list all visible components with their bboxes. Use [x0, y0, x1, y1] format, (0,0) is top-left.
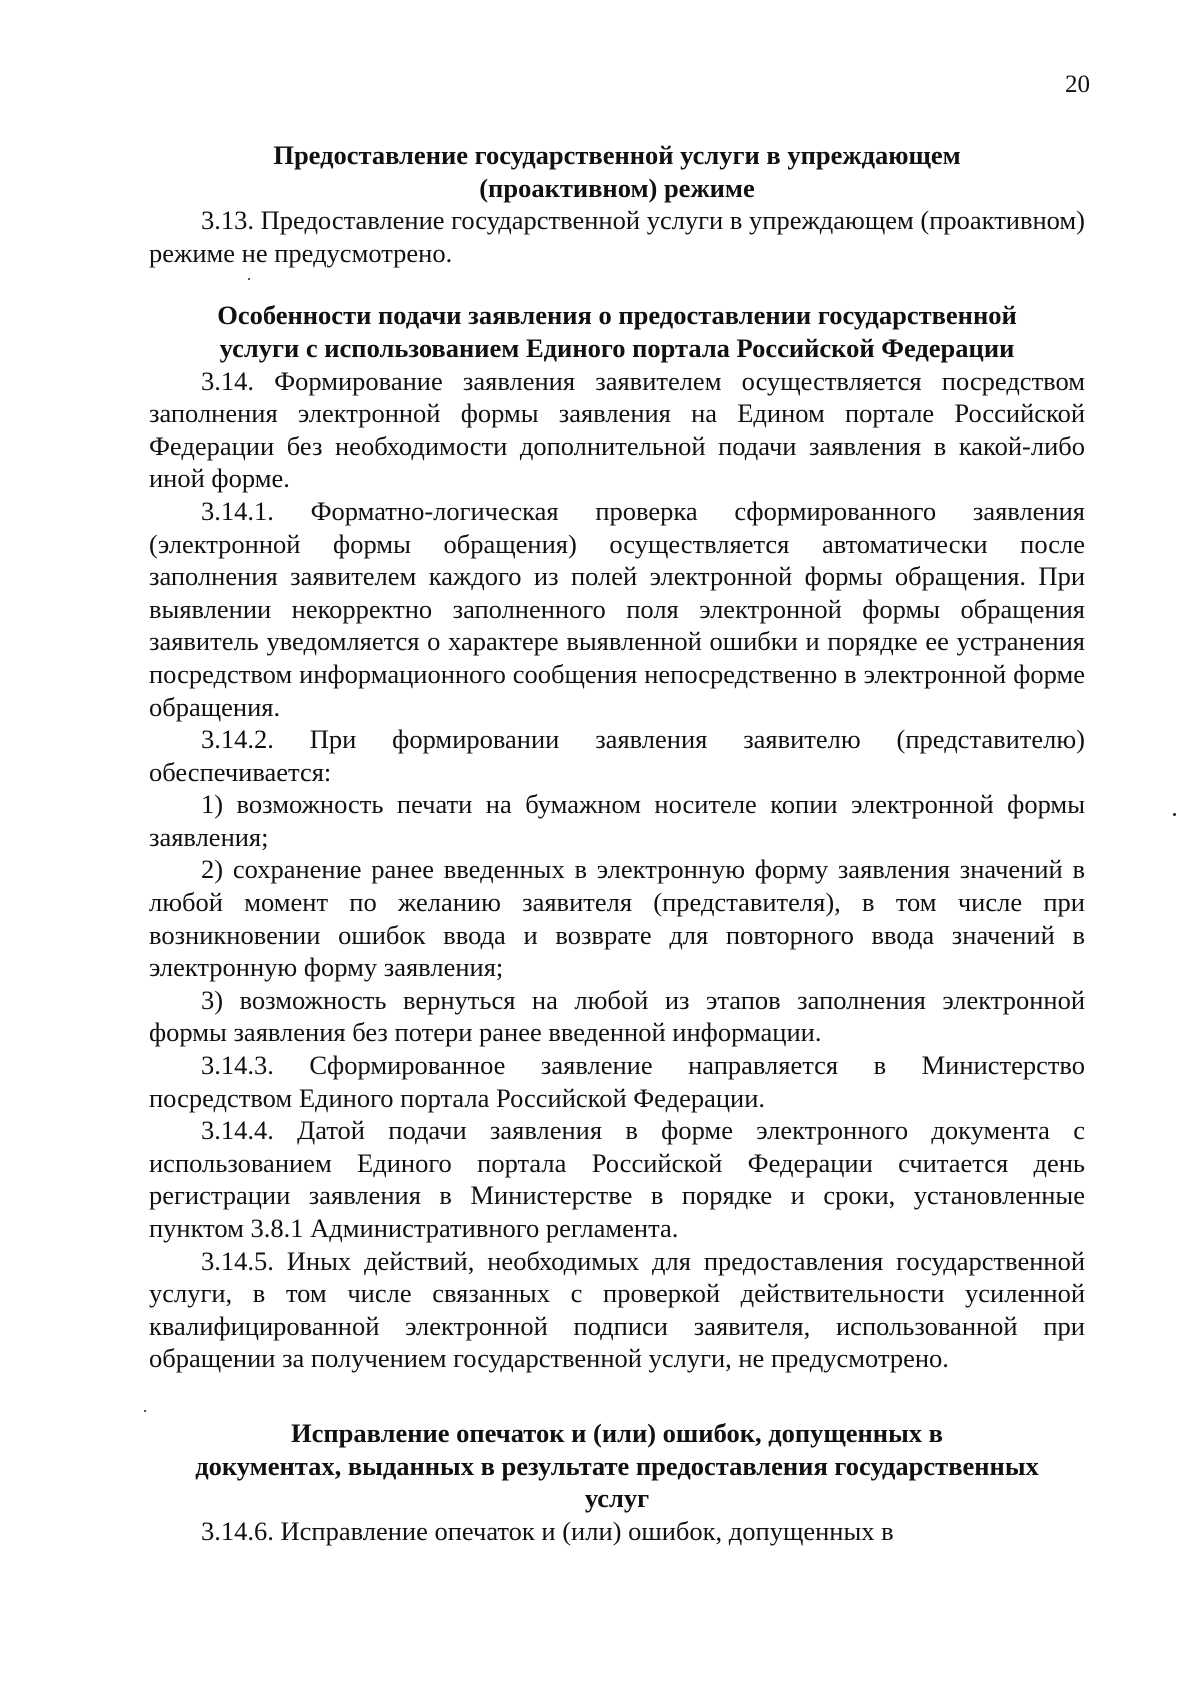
paragraph-3-13: 3.13. Предоставление государственной услуги в упреждающем (проактивном) режиме не предусмотрено. — [149, 205, 1085, 268]
paragraph-3-14: 3.14. Формирование заявления заявителем осуществляется посредством заполнения электронной формы заявления на Едином портале Российской Федерации без необходимости дополнительной подачи заявления в какой-либо иной форме. — [149, 365, 1085, 494]
paragraph-3-14-1: 3.14.1. Форматно-логическая проверка сформированного заявления (электронной формы обращения) осуществляется автоматически после заполнения заявителем каждого из полей электронной формы обращения. При выявлении некорректно заполненного поля электронной формы обращения заявитель уведомляется о характере выявленной ошибки и порядке ее устранения посредством информационного сообщения непосредственно в электронной форме обращения. — [149, 495, 1085, 722]
heading-line: услуги с использованием Единого портала Российской Федерации — [219, 332, 1015, 363]
paragraph-3-14-4: 3.14.4. Датой подачи заявления в форме электронного документа с использованием Единого портала Российской Федерации считается день регистрации заявления в Министерстве в порядке и сроки, установленные пунктом 3.8.1 Административного регламента. — [149, 1115, 1085, 1243]
paragraph-3-14-3: 3.14.3. Сформированное заявление направляется в Министерство посредством Единого портала Российской Федерации. — [149, 1050, 1085, 1113]
heading-line: Особенности подачи заявления о предоставлении государственной — [217, 300, 1017, 331]
scan-speck — [1173, 813, 1176, 816]
section-gap — [149, 269, 1085, 299]
heading-line: (проактивном) режиме — [479, 172, 755, 203]
list-item-3: 3) возможность вернуться на любой из этапов заполнения электронной формы заявления без потери ранее введенной информации. — [149, 984, 1085, 1048]
section-gap — [149, 1375, 1085, 1417]
heading-line: Предоставление государственной услуги в упреждающем — [273, 140, 961, 170]
heading-line: услуг — [584, 1483, 650, 1514]
scan-speck — [144, 1410, 146, 1412]
page-number: 20 — [1065, 71, 1090, 98]
section-heading-proactive — [149, 139, 1085, 204]
paragraph-3-14-2: 3.14.2. При формировании заявления заявителю (представителю) обеспечивается: — [149, 724, 1085, 787]
paragraph-3-14-6: 3.14.6. Исправление опечаток и (или) ошибок, допущенных в — [201, 1515, 894, 1546]
section-heading-portal — [149, 299, 1085, 364]
list-item-1: 1) возможность печати на бумажном носителе копии электронной формы заявления; — [149, 789, 1085, 852]
document-body — [149, 139, 1085, 1547]
heading-line: документах, выданных в результате предоставления государственных — [195, 1450, 1039, 1481]
paragraph-3-14-5: 3.14.5. Иных действий, необходимых для предоставления государственной услуги, в том числе связанных с проверкой действительности усиленной квалифицированной электронной подписи заявителя, использованной при обращении за получением государственной услуги, не предусмотрено. — [149, 1245, 1085, 1374]
scan-speck — [248, 278, 250, 280]
list-item-2: 2) сохранение ранее введенных в электронную форму заявления значений в любой момент по желанию заявителя (представителя), в том числе при возникновении ошибок ввода и возврате для повторного ввода значений в электронную форму заявления; — [149, 854, 1085, 983]
section-heading-corrections — [149, 1417, 1085, 1515]
heading-line: Исправление опечаток и (или) ошибок, допущенных в — [291, 1417, 943, 1448]
